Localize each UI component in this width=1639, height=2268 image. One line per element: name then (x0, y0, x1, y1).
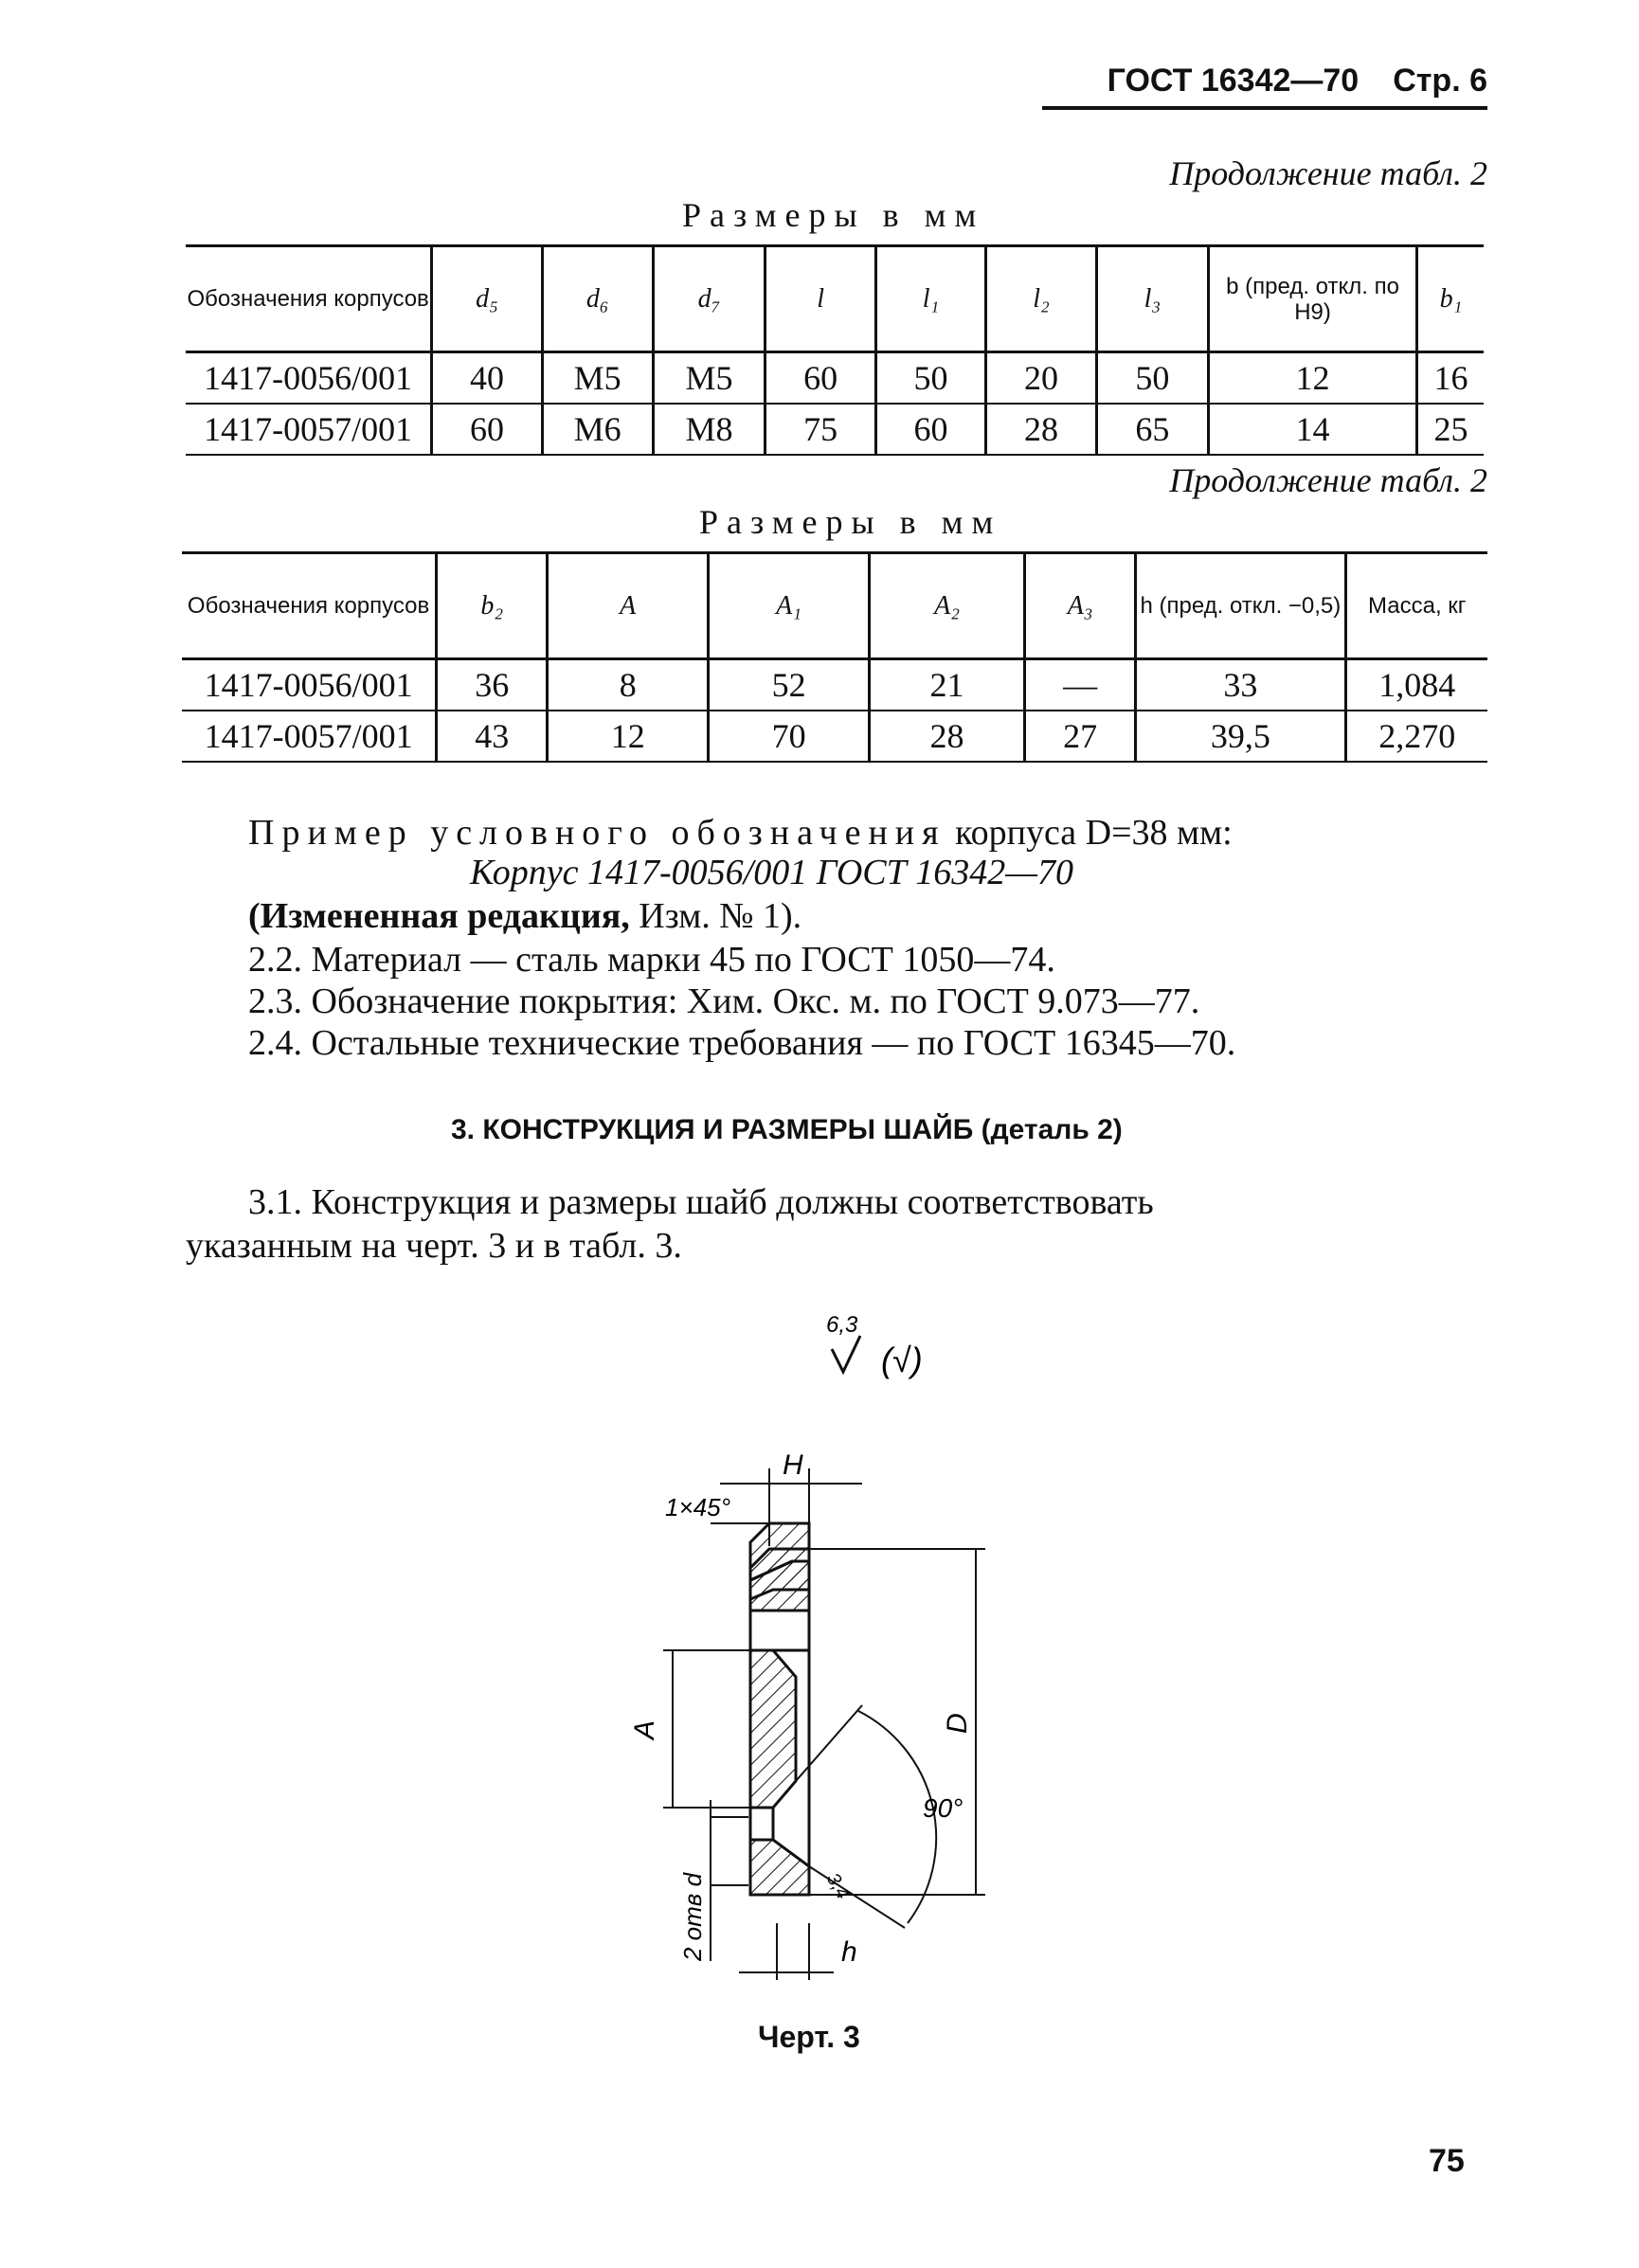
roughness-bracket: (√) (881, 1341, 923, 1379)
washer-drawing (606, 1298, 1099, 2018)
table2-col-A: A (620, 590, 637, 621)
table-cell: 60 (432, 404, 542, 455)
example-prefix: Пример условного обозначения (248, 813, 946, 853)
table-cell: 36 (437, 659, 548, 711)
table-cell: 14 (1209, 404, 1417, 455)
table1-col-d7: d₇ (697, 283, 721, 314)
standard-number: ГОСТ 16342—70 (1107, 63, 1360, 99)
table-cell: 12 (1209, 352, 1417, 405)
table1-col-l2: l₂ (1033, 283, 1050, 314)
table-cell: 28 (986, 404, 1096, 455)
label-h: h (841, 1936, 857, 1968)
table1 (186, 244, 1484, 456)
table1-continuation: Продолжение табл. 2 (1169, 154, 1487, 192)
table2-continuation: Продолжение табл. 2 (1169, 461, 1487, 499)
table1-col-d6: d₆ (585, 283, 609, 314)
label-D: D (942, 1713, 973, 1734)
table-cell: 1417-0057/001 (186, 404, 432, 455)
label-H: H (783, 1449, 803, 1481)
table-cell: 1,084 (1345, 659, 1487, 711)
amendment-note (248, 894, 801, 938)
table2-col-A2: A₂ (934, 590, 960, 621)
washer-section (750, 1523, 809, 1895)
table-cell: 20 (986, 352, 1096, 405)
table1-col-d5: d₅ (476, 283, 498, 314)
example-designation: Корпус 1417-0056/001 ГОСТ 16342—70 (470, 853, 1074, 892)
table-cell: M5 (653, 352, 765, 405)
example-line (248, 811, 1489, 855)
label-small: 3,4 (821, 1869, 854, 1903)
table-cell: M5 (542, 352, 653, 405)
table2-col-designation: Обозначения корпусов (182, 553, 437, 659)
page-header (1042, 63, 1487, 110)
table-cell: 50 (1096, 352, 1208, 405)
table1-col-l1: l₁ (922, 283, 940, 314)
table-cell: 60 (765, 352, 875, 405)
table2-col-h: h (пред. откл. −0,5) (1136, 553, 1345, 659)
table-cell: 12 (548, 711, 709, 762)
label-holes: 2 отв d (678, 1872, 707, 1961)
page-number: 75 (1429, 2143, 1465, 2179)
table-cell: 40 (432, 352, 542, 405)
table2-col-mass: Масса, кг (1345, 553, 1487, 659)
item-requirements: 2.4. Остальные технические требования — по ГОСТ 16345—70. (248, 1023, 1236, 1063)
table1-col-l: l (817, 283, 824, 314)
table-cell: 75 (765, 404, 875, 455)
roughness-value: 6,3 (826, 1312, 858, 1338)
table-row (182, 659, 1487, 711)
table-cell: 27 (1025, 711, 1136, 762)
table-cell: 1417-0056/001 (182, 659, 437, 711)
table2-col-b2: b₂ (480, 590, 504, 621)
table-cell: 70 (709, 711, 870, 762)
amendment-rest: Изм. № 1). (639, 896, 802, 936)
table2-col-A1: A₁ (776, 590, 802, 621)
table-row (182, 711, 1487, 762)
item-coating: 2.3. Обозначение покрытия: Хим. Окс. м. по ГОСТ 9.073—77. (248, 981, 1200, 1021)
label-A: A (629, 1719, 660, 1739)
dimension-lines (663, 1468, 985, 1980)
table-cell: — (1025, 659, 1136, 711)
section-text-line2: указанным на черт. 3 и в табл. 3. (186, 1226, 682, 1266)
table-cell: 33 (1136, 659, 1345, 711)
table-cell: 25 (1417, 404, 1484, 455)
table-cell: 65 (1096, 404, 1208, 455)
table-cell: 21 (870, 659, 1025, 711)
table-cell: 39,5 (1136, 711, 1345, 762)
table-row (186, 404, 1484, 455)
table-cell: 8 (548, 659, 709, 711)
table-cell: 16 (1417, 352, 1484, 405)
table-cell: 50 (875, 352, 985, 405)
table-cell: 60 (875, 404, 985, 455)
table-cell: 1417-0056/001 (186, 352, 432, 405)
table1-col-designation: Обозначения корпусов (186, 246, 432, 352)
figure-caption: Черт. 3 (758, 2020, 860, 2054)
table1-col-l3: l₃ (1144, 283, 1162, 314)
table1-col-b: b (пред. откл. по H9) (1209, 246, 1417, 352)
page-label: Стр. 6 (1393, 63, 1487, 99)
table-cell: 43 (437, 711, 548, 762)
section-text-line1: 3.1. Конструкция и размеры шайб должны соответствовать (248, 1182, 1154, 1222)
table1-col-b1: b₁ (1439, 283, 1463, 314)
section-heading: 3. КОНСТРУКЦИЯ И РАЗМЕРЫ ШАЙБ (деталь 2) (451, 1114, 1123, 1145)
label-angle: 90° (923, 1793, 964, 1823)
roughness-symbol (826, 1312, 923, 1379)
example-suffix: корпуса D=38 мм: (955, 813, 1233, 853)
table-cell: M6 (542, 404, 653, 455)
table2 (182, 551, 1487, 763)
amendment-bold: (Измененная редакция, (248, 896, 630, 936)
table-cell: 52 (709, 659, 870, 711)
table2-units: Размеры в мм (699, 503, 1002, 541)
label-chamfer: 1×45° (665, 1493, 730, 1521)
table1-units: Размеры в мм (682, 196, 985, 234)
table2-col-A3: A₃ (1067, 590, 1093, 621)
item-material: 2.2. Материал — сталь марки 45 по ГОСТ 1050—74. (248, 940, 1055, 980)
table-cell: 1417-0057/001 (182, 711, 437, 762)
table-cell: M8 (653, 404, 765, 455)
table-cell: 28 (870, 711, 1025, 762)
table-row (186, 352, 1484, 405)
table-cell: 2,270 (1345, 711, 1487, 762)
